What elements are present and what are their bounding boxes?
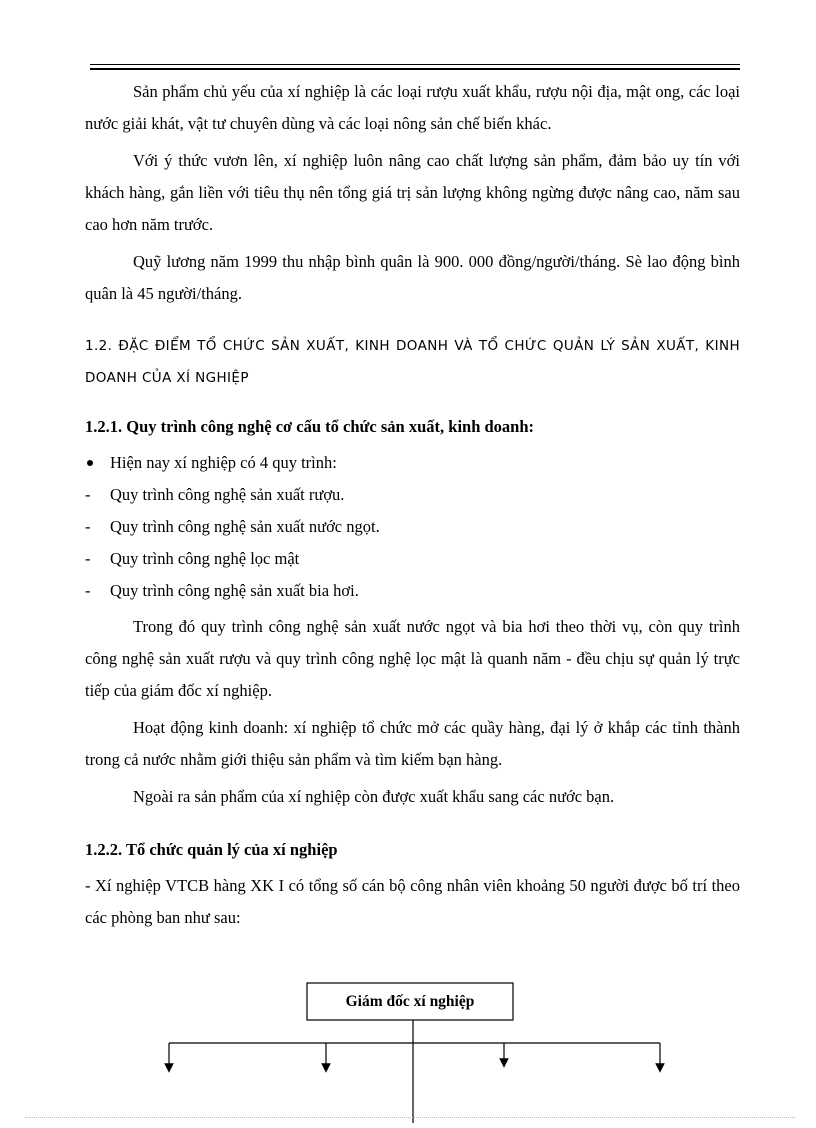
- paragraph-business: Hoạt động kinh doanh: xí nghiệp tổ chức mở các quầy hàng, đại lý ở khắp các tỉnh thành trong cả nước nhằm giới thiệu sản phẩm và tìm kiếm bạn hàng.: [85, 718, 740, 769]
- dash-marker: -: [85, 485, 91, 504]
- paragraph-export: Ngoài ra sản phẩm của xí nghiệp còn được xuất khẩu sang các nước bạn.: [133, 787, 615, 806]
- dash-marker: -: [85, 581, 91, 600]
- dash-marker: -: [85, 517, 91, 536]
- subsection-heading-1-2-1: 1.2.1. Quy trình công nghệ cơ cấu tổ chức sản xuất, kinh doanh:: [85, 417, 535, 436]
- director-label: Giám đốc xí nghiệp: [345, 993, 475, 1010]
- list-item-text: Quy trình công nghệ sản xuất nước ngọt.: [110, 517, 380, 536]
- paragraph-quality: Với ý thức vươn lên, xí nghiệp luôn nâng cao chất lượng sản phẩm, đảm bảo uy tín với khách hàng, gắn liền với tiêu thụ nên tổng giá trị sản lượng không ngừng được nâng cao, năm sau cao hơn năm trước.: [85, 151, 740, 234]
- paragraph-products: Sản phẩm chủ yếu của xí nghiệp là các loại rượu xuất khẩu, rượu nội địa, mật ong, các loại nước giải khát, vật tư chuyên dùng và các loại nông sản chế biến khác.: [85, 82, 740, 133]
- section-heading-1-2: 1.2. ĐẶC ĐIỂM TỔ CHỨC SẢN XUẤT, KINH DOANH VÀ TỔ CHỨC QUẢN LÝ SẢN XUẤT, KINH DOANH CỦA XÍ NGHIỆP: [85, 338, 740, 386]
- list-item-text: Quy trình công nghệ sản xuất bia hơi.: [110, 581, 359, 600]
- list-item-text: Hiện nay xí nghiệp có 4 quy trình:: [110, 453, 337, 472]
- paragraph-staff: - Xí nghiệp VTCB hàng XK I có tổng số cán bộ công nhân viên khoảng 50 người được bố trí theo các phòng ban như sau:: [85, 876, 740, 927]
- subsection-heading-1-2-2: 1.2.2. Tổ chức quản lý của xí nghiệp: [85, 840, 338, 859]
- dash-marker: -: [85, 549, 91, 568]
- paragraph-seasonal: Trong đó quy trình công nghệ sản xuất nước ngọt và bia hơi theo thời vụ, còn quy trình công nghệ sản xuất rượu và quy trình công nghệ lọc mật là quanh năm - đều chịu sự quản lý trực tiếp của giám đốc xí nghiệp.: [85, 617, 740, 700]
- list-item-text: Quy trình công nghệ lọc mật: [110, 549, 300, 568]
- page-bottom-dotted-rule: [25, 1117, 795, 1118]
- paragraph-salary: Quỹ lương năm 1999 thu nhập bình quân là 900. 000 đồng/người/tháng. Sè lao động bình quân là 45 người/tháng.: [85, 252, 740, 303]
- list-item-text: Quy trình công nghệ sản xuất rượu.: [110, 485, 345, 504]
